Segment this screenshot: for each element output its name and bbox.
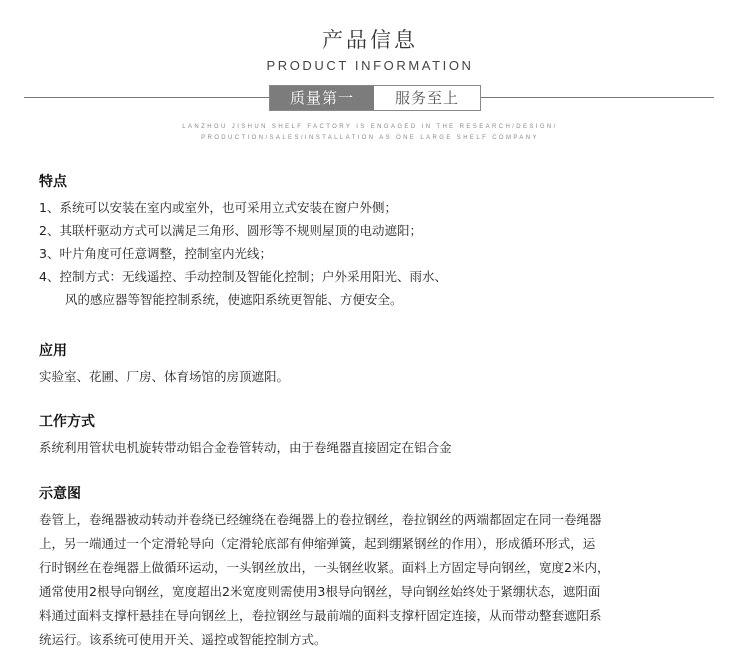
diagram-line-5: 料通过面料支撑杆悬挂在导向钢丝上，卷拉钢丝与最前端的面料支撑杆固定连接，从而带动整套遮阳系 (39, 608, 602, 623)
diagram-line-2: 上，另一端通过一个定滑轮导向（定滑轮底部有伸缩弹簧，起到绷紧钢丝的作用），形成循环形式，运 (39, 536, 596, 551)
feature-item-1: 1、系统可以安装在室内或室外，也可采用立式安装在窗户外侧； (39, 200, 397, 215)
tag-quality-first: 质量第一 (270, 86, 374, 110)
features-section (39, 172, 719, 311)
diagram-heading: 示意图 (39, 486, 81, 502)
applications-heading: 应用 (39, 343, 67, 359)
fine-print-line-2: PRODUCTION/SALES/INSTALLATION AS ONE LARGE SHELF COMPANY (201, 135, 539, 141)
feature-item-3: 3、叶片角度可任意调整，控制室内光线； (39, 246, 272, 261)
applications-text: 实验室、花圃、厂房、体育场馆的房顶遮阳。 (39, 369, 290, 384)
feature-item-4: 4、控制方式：无线遥控、手动控制及智能化控制；户外采用阳光、雨水、 (39, 269, 447, 284)
diagram-line-4: 通常使用2根导向钢丝，宽度超出2米宽度则需使用3根导向钢丝，导向钢丝始终处于紧绷状态，遮阳面 (39, 584, 601, 599)
diagram-section (39, 484, 719, 652)
working-method-section (39, 412, 719, 459)
page-title-en: PRODUCT INFORMATION (266, 58, 474, 73)
tag-service-supreme: 服务至上 (374, 86, 480, 110)
diagram-line-3: 行时钢丝在卷绳器上做循环运动，一头钢丝放出，一头钢丝收紧。面料上方固定导向钢丝，宽度2米内， (39, 560, 610, 575)
page-title-cn: 产品信息 (322, 28, 418, 52)
features-heading: 特点 (39, 174, 67, 190)
working-method-text: 系统利用管状电机旋转带动铝合金卷管转动，由于卷绳器直接固定在铝合金 (39, 440, 452, 455)
diagram-line-1: 卷管上，卷绳器被动转动并卷绕已经缠绕在卷绳器上的卷拉钢丝，卷拉钢丝的两端都固定在同一卷绳器 (39, 512, 602, 527)
tag-group (269, 85, 481, 111)
feature-item-4-continued: 风的感应器等智能控制系统，使遮阳系统更智能、方便安全。 (65, 292, 403, 307)
working-method-heading: 工作方式 (39, 414, 95, 430)
fine-print-line-1: LANZHOU JISHUN SHELF FACTORY IS ENGAGED IN THE RESEARCH/DESIGN/ (182, 124, 558, 130)
feature-item-2: 2、其联杆驱动方式可以满足三角形、圆形等不规则屋顶的电动遮阳； (39, 223, 422, 238)
applications-section (39, 341, 719, 388)
diagram-line-6: 统运行。该系统可使用开关、遥控或智能控制方式。 (39, 632, 327, 647)
